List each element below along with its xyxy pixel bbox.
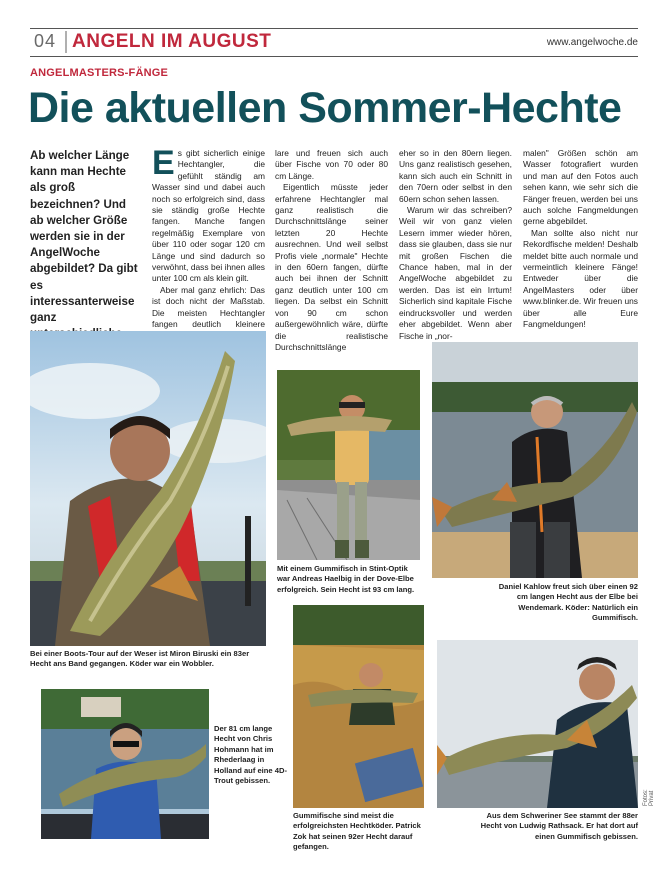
caption-andreas: Mit einem Gummifisch in Stint-Optik war Andreas Haelbig in der Dove-Elbe erfolgreich. Sein Hecht ist 93 cm lang. xyxy=(277,564,415,594)
body-column-1 xyxy=(152,144,265,342)
caption-miron: Bei einer Boots-Tour auf der Weser ist Miron Biruski ein 83er Hecht ans Band gegangen. Köder war ein Wobbler. xyxy=(30,649,250,669)
photo-ludwig-rathsack xyxy=(437,640,638,808)
body-text: Man sollte also nicht nur Rekordfische melden! Deshalb meldet bitte auch normale und vermeintlich kleinere Fänge! Entweder über die AngelMasters oder über www.blinker.de. Wir freuen uns über alle Eure Fangmeldungen! xyxy=(523,227,638,330)
body-text: lare und freuen sich auch über Fische von 70 oder 80 cm Länge. xyxy=(275,148,388,181)
page-number: 04 xyxy=(34,31,57,51)
kicker: ANGELMASTERS-FÄNGE xyxy=(30,67,169,79)
body-text: s gibt sicherlich einige Hechtangler, die gefühlt ständig am Wasser sind und dabei auch noch so erfolgreich sind, dass sie ständig große Hechte fangen. Manche fangen regelmäßig Exemplare von über 110 oder sogar 120 cm Länge und sind dadurch so verwöhnt, dass bei ihnen alles unter 100 cm als klein gilt. xyxy=(152,148,265,284)
body-text: malen" Größen schön am Wasser fotografiert wurden und man auf den Fotos auch sehen kann, wie sehr sich die Fänger freuen, werden bei uns auch solche Fangmeldungen gerne abgebildet. xyxy=(523,148,638,227)
photo-daniel-kahlow xyxy=(432,342,638,578)
body-text: Eigentlich müsste jeder erfahrene Hechtangler mal ganz realistisch die Durchschnittslänge seiner letzten 20 Hechte ausrechnen. Und weil selbst Profis viele „normale" Hechte in den 60ern fangen, dürfte auch bei ihnen der Schnitt ganz deutlich unter 100 cm liegen. Da selbst ein Schnitt von 90 cm schon außergewöhnlich wäre, dürfte die realistische Durchschnittslänge xyxy=(275,182,388,352)
header-rule-top xyxy=(30,28,638,29)
header-separator xyxy=(65,31,67,53)
body-text: Aber mal ganz ehrlich: Das ist doch nicht der Maßstab. Die meisten Hechtangler fangen deutlich kleinere xyxy=(152,284,265,330)
photo-patrick-zok xyxy=(293,605,424,808)
header-rule-bottom xyxy=(30,56,638,57)
dropcap: E xyxy=(152,144,175,182)
body-column-4 xyxy=(523,148,638,331)
website-link[interactable]: www.angelwoche.de xyxy=(546,37,638,48)
body-text: Warum wir das schreiben? Weil wir von ganz vielen Lesern immer wieder hören, dass sie glauben, dass sie nur mit großen Fischen die Chance haben, mal in der AngelWoche abgebildet zu werden. Das ist ein Irrtum! Sicherlich sind kapitale Fische eindrucksvoller und werden eher abgebildet. Wenn aber Fische in „nor- xyxy=(399,205,512,341)
photo-andreas-haelbig xyxy=(277,370,420,560)
photo-chris-hohmann xyxy=(41,689,209,839)
photo-credit: Fotos: Privat xyxy=(643,789,655,806)
photo-miron-biruski xyxy=(30,331,266,646)
caption-daniel: Daniel Kahlow freut sich über einen 92 cm langen Hecht aus der Elbe bei Wendemark. Köder: Natürlich ein Gummifisch. xyxy=(498,582,638,623)
body-column-2 xyxy=(275,148,388,353)
caption-patrick: Gummifische sind meist die erfolgreichsten Hechtköder. Patrick Zok hat seinen 92er Hecht darauf gefangen. xyxy=(293,811,421,852)
caption-ludwig: Aus dem Schweriner See stammt der 88er Hecht von Ludwig Rathsack. Er hat dort auf einen Gummifisch gebissen. xyxy=(480,811,638,841)
section-rubric: ANGELN IM AUGUST xyxy=(72,31,272,52)
body-column-3 xyxy=(399,148,512,342)
body-text: eher so in den 80ern liegen. Uns ganz realistisch gesehen, kann sich auch ein Schnitt in den 70ern oder selbst in den 60ern schon sehen lassen. xyxy=(399,148,512,204)
caption-chris: Der 81 cm lange Hecht von Chris Hohmann hat im Rhederlaag in Holland auf eine 4D-Trout gebissen. xyxy=(214,724,287,786)
intro-text: Ab welcher Länge kann man Hechte als groß bezeichnen? Und ab welcher Größe werden sie in der AngelWoche abgebildet? Da gibt es interessanterweise ganz xyxy=(30,149,138,325)
headline: Die aktuellen Sommer-Hechte xyxy=(28,84,622,132)
